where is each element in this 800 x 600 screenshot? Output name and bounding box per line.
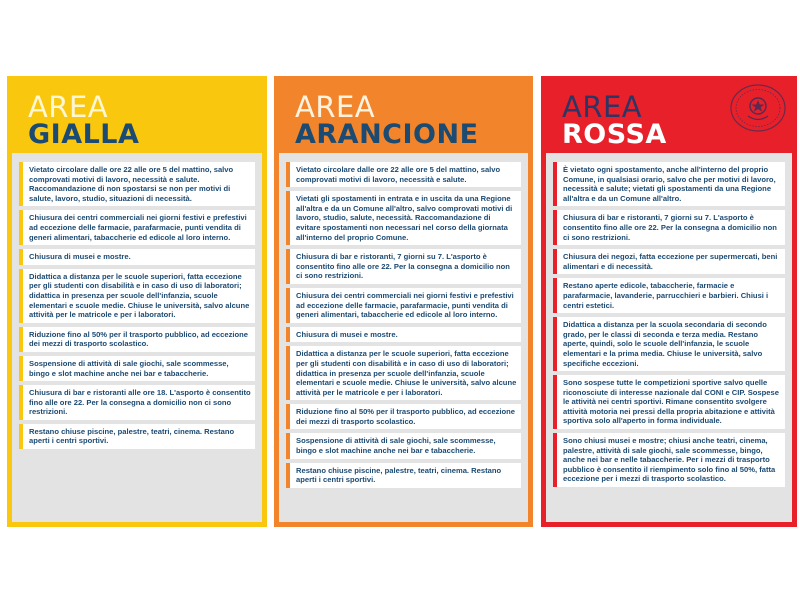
rule-item: Chiusura dei centri commerciali nei giorni festivi e prefestivi ad eccezione delle farmacie, parafarmacie, punti vendita di generi alimentari, tabaccherie ed edicole al loro interno.: [286, 288, 521, 323]
rule-item: Sospensione di attività di sale giochi, sale scommesse, bingo e slot machine anche nei bar e tabaccherie.: [19, 356, 255, 381]
rule-item: Riduzione fino al 50% per il trasporto pubblico, ad eccezione dei mezzi di trasporto scolastico.: [286, 404, 521, 429]
rule-item: Chiusura di musei e mostre.: [286, 327, 521, 343]
title-area: AREA: [295, 90, 376, 124]
panel-header: [7, 76, 267, 153]
rule-item: Vietato circolare dalle ore 22 alle ore 5 del mattino, salvo comprovati motivi di lavoro, necessità e salute.: [286, 162, 521, 187]
rule-item: Chiusura di bar e ristoranti, 7 giorni su 7. L'asporto è consentito fino alle ore 22. Per la consegna a domicilio non ci sono restrizioni.: [553, 210, 785, 245]
title-zone-name: ARANCIONE: [295, 119, 479, 150]
rule-item: Chiusura di musei e mostre.: [19, 249, 255, 265]
title-area: AREA: [28, 90, 109, 124]
panel-area-gialla: [7, 76, 267, 527]
rules-list: [546, 153, 792, 522]
title-zone-name: ROSSA: [562, 119, 667, 150]
title-area: AREA: [562, 90, 643, 124]
italian-republic-emblem-icon: [729, 83, 787, 133]
panel-header: [541, 76, 797, 153]
rule-item: Chiusura dei negozi, fatta eccezione per supermercati, beni alimentari e di necessità.: [553, 249, 785, 274]
rule-item: È vietato ogni spostamento, anche all'interno del proprio Comune, in qualsiasi orario, salvo che per motivi di lavoro, necessità e salute; vietati gli spostamenti da una Regione all'altra e da un Comune all'altro.: [553, 162, 785, 206]
rule-item: Vietato circolare dalle ore 22 alle ore 5 del mattino, salvo comprovati motivi di lavoro, necessità e salute. Raccomandazione di non spostarsi se non per motivi di salute, lavoro, studio, situazioni di necessità.: [19, 162, 255, 206]
rule-item: Sono chiusi musei e mostre; chiusi anche teatri, cinema, palestre, attività di sale giochi, sale scommesse, bingo, anche nei bar e nelle tabaccherie. Per i mezzi di trasporto pubblico è consentito il riempimento solo fino al 50%, fatta eccezione per i mezzi di trasporto scolastico.: [553, 433, 785, 487]
rules-list: [279, 153, 528, 522]
rule-item: Didattica a distanza per la scuola secondaria di secondo grado, per le classi di seconda e terza media. Restano aperte, quindi, solo le scuole dell'infanzia, le scuole elementari e la prima media. Chiuse le università, salvo specifiche eccezioni.: [553, 317, 785, 371]
rules-list: [12, 153, 262, 522]
rule-item: Sospensione di attività di sale giochi, sale scommesse, bingo e slot machine anche nei bar e tabaccherie.: [286, 433, 521, 458]
title-zone-name: GIALLA: [28, 119, 140, 150]
panel-area-rossa: [541, 76, 797, 527]
rule-item: Chiusura di bar e ristoranti alle ore 18. L'asporto è consentito fino alle ore 22. Per la consegna a domicilio non ci sono restrizioni.: [19, 385, 255, 420]
rule-item: Riduzione fino al 50% per il trasporto pubblico, ad eccezione dei mezzi di trasporto scolastico.: [19, 327, 255, 352]
panel-area-arancione: [274, 76, 533, 527]
rule-item: Didattica a distanza per le scuole superiori, fatta eccezione per gli studenti con disabilità e in caso di uso di laboratori; didattica in presenza per scuole dell'infanzia, scuole elementari e scuole medie. Chiuse le università, salvo alcune attività per le matricole e per i laboratori.: [19, 269, 255, 323]
rule-item: Restano chiuse piscine, palestre, teatri, cinema. Restano aperti i centri sportivi.: [19, 424, 255, 449]
rule-item: Chiusura di bar e ristoranti, 7 giorni su 7. L'asporto è consentito fino alle ore 22. Per la consegna a domicilio non ci sono restrizioni.: [286, 249, 521, 284]
rule-item: Restano chiuse piscine, palestre, teatri, cinema. Restano aperti i centri sportivi.: [286, 463, 521, 488]
rule-item: Restano aperte edicole, tabaccherie, farmacie e parafarmacie, lavanderie, parrucchieri e barbieri. Chiusi i centri estetici.: [553, 278, 785, 313]
panel-header: [274, 76, 533, 153]
rule-item: Sono sospese tutte le competizioni sportive salvo quelle riconosciute di interesse nazionale dal CONI e CIP. Sospese le attività nei centri sportivi. Rimane consentito svolgere attività motoria nei pressi della propria abitazione e attività sportiva solo all'aperto in forma individuale.: [553, 375, 785, 429]
rule-item: Chiusura dei centri commerciali nei giorni festivi e prefestivi ad eccezione delle farmacie, parafarmacie, punti vendita di generi alimentari, tabaccherie ed edicole al loro interno.: [19, 210, 255, 245]
rule-item: Didattica a distanza per le scuole superiori, fatta eccezione per gli studenti con disabilità e in caso di uso di laboratori; didattica in presenza per scuole dell'infanzia, scuole elementari e scuole medie. Chiuse le università, salvo alcune attività per le matricole e per i laboratori.: [286, 346, 521, 400]
rule-item: Vietati gli spostamenti in entrata e in uscita da una Regione all'altra e da un Comune all'altro, salvo comprovati motivi di lavoro, studio, salute, necessità. Raccomandazione di evitare spostamenti non necessari nel corso della giornata all'interno del proprio Comune.: [286, 191, 521, 245]
